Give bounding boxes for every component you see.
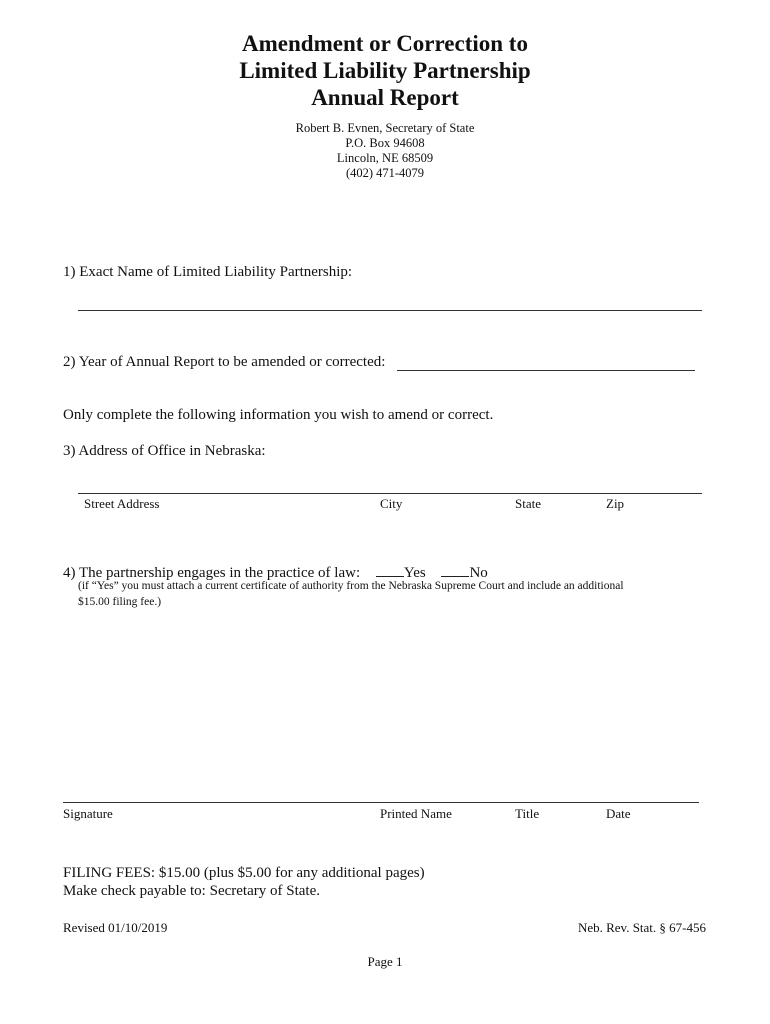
page-number: Page 1	[367, 954, 403, 969]
q4-yes-label: Yes	[403, 565, 426, 581]
instruction-text: Only complete the following information you wish to amend or correct.	[63, 407, 494, 423]
office-phone: (402) 471-4079	[345, 166, 425, 180]
q3-label: 3) Address of Office in Nebraska:	[63, 443, 266, 459]
q1-partnership-name-field[interactable]	[78, 310, 702, 311]
filing-fees-text: FILING FEES: $15.00 (plus $5.00 for any additional pages)	[63, 865, 425, 881]
check-payable-text: Make check payable to: Secretary of State.	[63, 883, 320, 899]
q3-city-label: City	[380, 496, 403, 511]
date-label: Date	[606, 806, 631, 821]
q3-state-label: State	[515, 496, 541, 511]
office-po-box: P.O. Box 94608	[345, 136, 425, 150]
q4-no-blank[interactable]	[441, 562, 469, 577]
q4-label: 4) The partnership engages in the practice of law:	[63, 565, 361, 581]
q4-note-line1: (if “Yes” you must attach a current certificate of authority from the Nebraska Supreme Court and include an additional	[78, 580, 624, 592]
statute-reference: Neb. Rev. Stat. § 67-456	[577, 920, 706, 935]
printed-name-label: Printed Name	[380, 806, 452, 821]
revised-date: Revised 01/10/2019	[63, 920, 168, 935]
q1-label: 1) Exact Name of Limited Liability Partnership:	[63, 264, 353, 280]
q4-yes-blank[interactable]	[376, 562, 404, 577]
q3-street-address-label: Street Address	[84, 496, 160, 511]
signature-line[interactable]	[63, 802, 699, 803]
signature-label: Signature	[63, 806, 113, 821]
office-city-state-zip: Lincoln, NE 68509	[336, 151, 434, 165]
q3-zip-label: Zip	[606, 496, 625, 511]
q4-note-line2: $15.00 filing fee.)	[78, 596, 162, 608]
form-title-line3: Annual Report	[311, 85, 459, 110]
form-title-line2: Limited Liability Partnership	[239, 58, 531, 83]
q2-label: 2) Year of Annual Report to be amended or corrected:	[63, 354, 386, 370]
signer-title-label: Title	[515, 806, 540, 821]
q2-report-year-field[interactable]	[397, 370, 695, 371]
form-title-line1: Amendment or Correction to	[242, 31, 528, 56]
q3-address-field[interactable]	[78, 493, 702, 494]
office-name: Robert B. Evnen, Secretary of State	[295, 121, 475, 135]
q4-no-label: No	[469, 565, 488, 581]
